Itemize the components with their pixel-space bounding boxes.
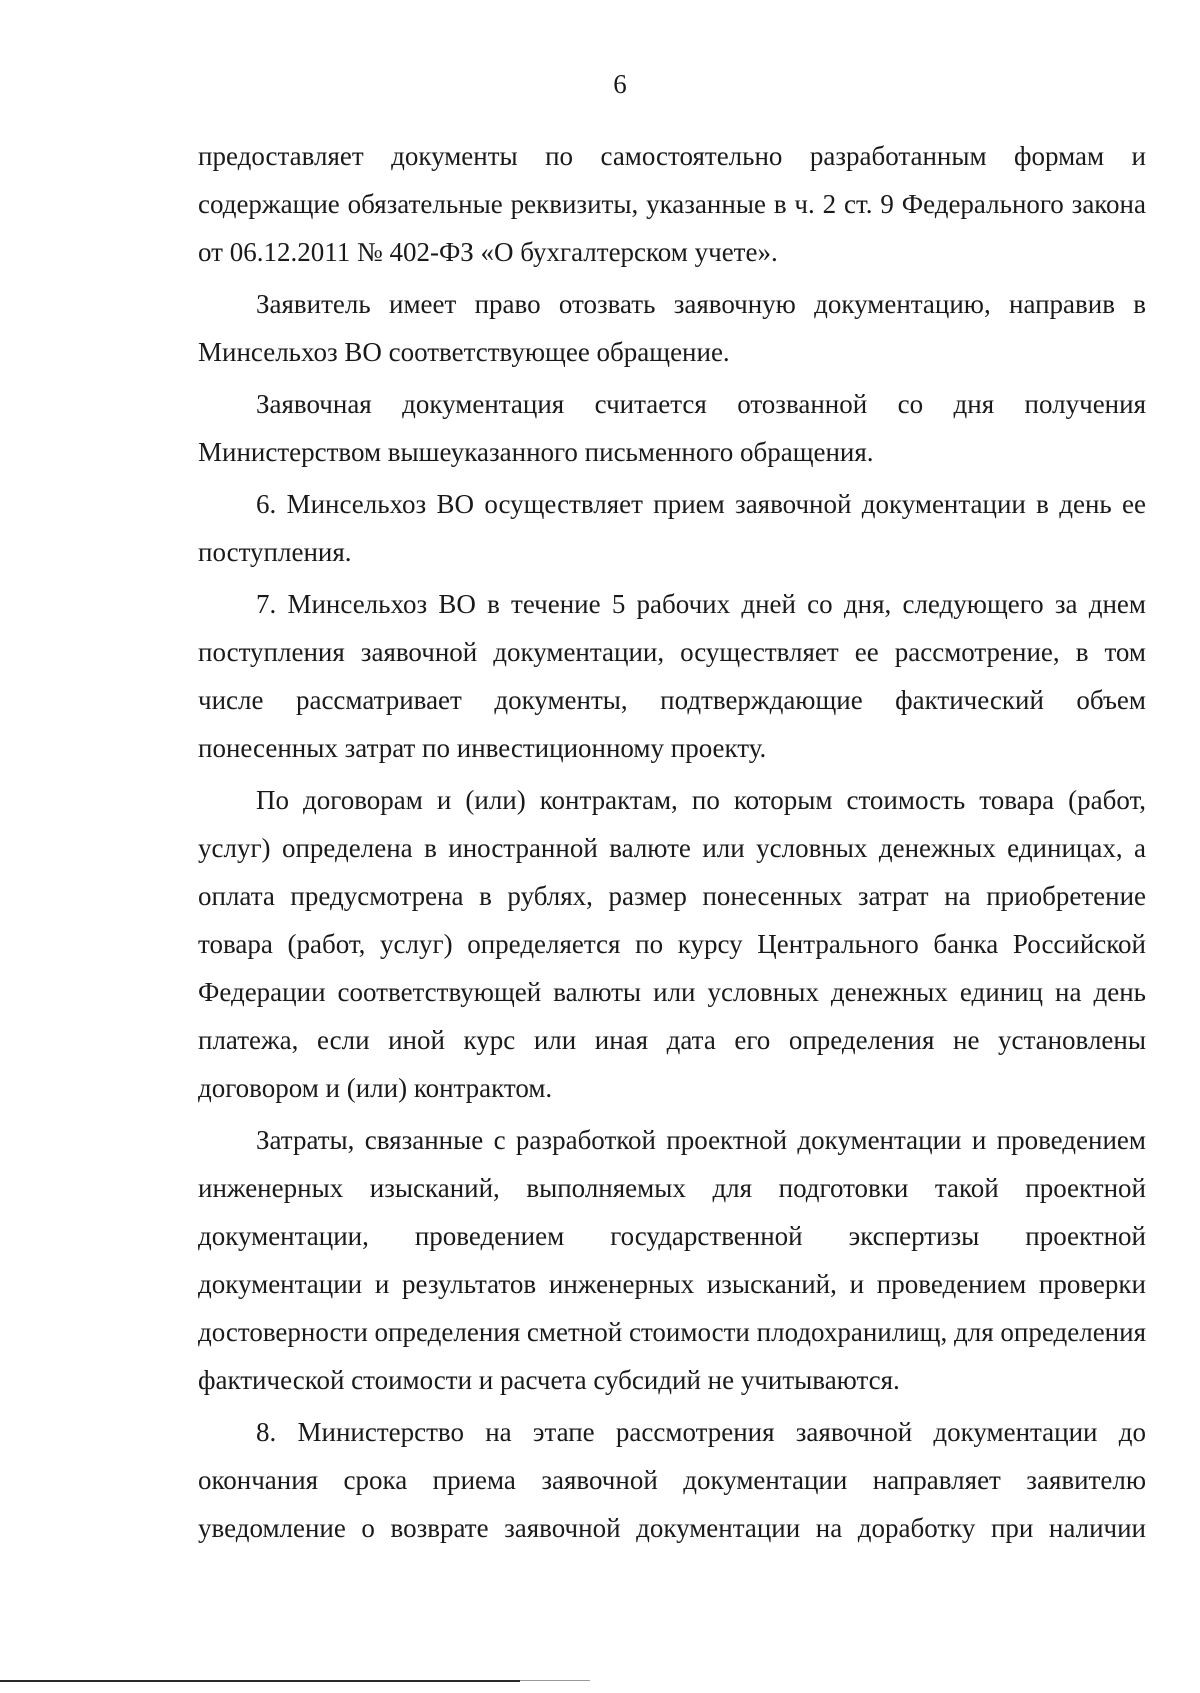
bottom-scan-line [0, 1680, 520, 1682]
paragraph-item-7: 7. Минсельхоз ВО в течение 5 рабочих дней со дня, следующего за днем поступления заявочной документации, осуществляет ее рассмотрение, в том числе рассматривает документы, подтверждающие фактический объем понесенных затрат по инвестиционному проекту. [198, 589, 1146, 763]
paragraph-excluded-costs: Затраты, связанные с разработкой проектной документации и проведением инженерных изысканий, выполняемых для подготовки такой проектной документации, проведением государственной экспертизы проектной документации и результатов инженерных изысканий, и проведением проверки достоверности определения сметной стоимости плодохранилищ, для определения фактической стоимости и расчета субсидий не учитываются. [198, 1125, 1146, 1395]
paragraph-item-6: 6. Минсельхоз ВО осуществляет прием заявочной документации в день ее поступления. [198, 489, 1146, 567]
document-text [198, 132, 1146, 1552]
paragraph-withdrawal-right: Заявитель имеет право отозвать заявочную документацию, направив в Минсельхоз ВО соответствующее обращение. [198, 289, 1146, 367]
paragraph-item-8: 8. Министерство на этапе рассмотрения заявочной документации до окончания срока приема заявочной документации направляет заявителю уведомление о возврате заявочной документации на доработку при наличии [198, 1417, 1146, 1543]
paragraph-currency-contracts: По договорам и (или) контрактам, по которым стоимость товара (работ, услуг) определена в иностранной валюте или условных денежных единицах, а оплата предусмотрена в рублях, размер понесенных затрат на приобретение товара (работ, услуг) определяется по курсу Центрального банка Российской Федерации соответствующей валюты или условных денежных единиц на день платежа, если иной курс или иная дата его определения не установлены договором и (или) контрактом. [198, 785, 1146, 1103]
bottom-scan-line-faint [520, 1680, 590, 1681]
paragraph-continuation: предоставляет документы по самостоятельно разработанным формам и содержащие обязательные реквизиты, указанные в ч. 2 ст. 9 Федерального закона от 06.12.2011 № 402-ФЗ «О бухгалтерском учете». [198, 141, 1146, 267]
page-number: 6 [613, 69, 627, 99]
paragraph-withdrawal-date: Заявочная документация считается отозванной со дня получения Министерством вышеуказанного письменного обращения. [198, 389, 1146, 467]
